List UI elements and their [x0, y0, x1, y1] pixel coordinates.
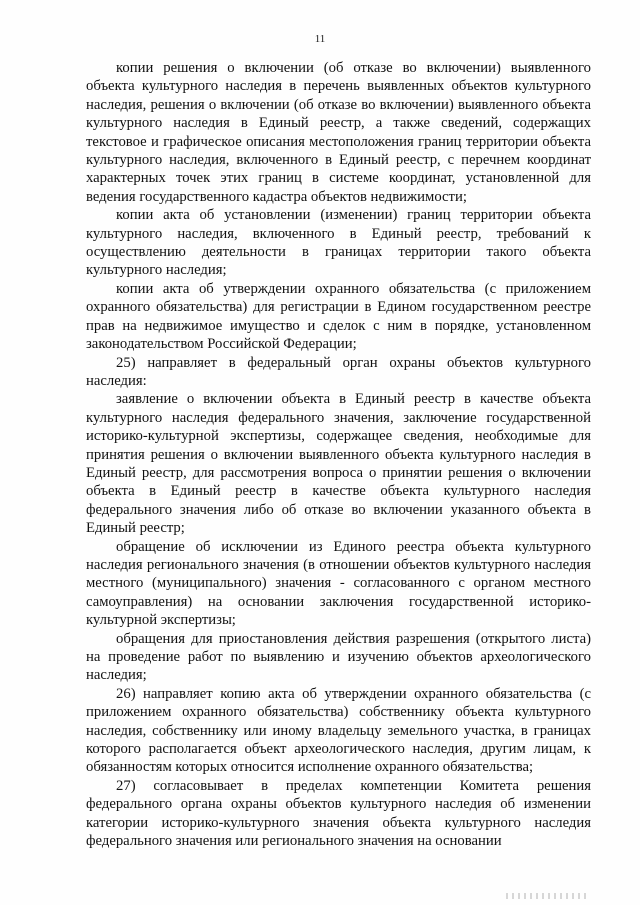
paragraph-application-inclusion: заявление о включении объекта в Единый реестр в качестве объекта культурного наследия федерального значения, заключение государственной историко-культурной экспертизы, содержащее сведения, необходимые для принятия решения о включении выявленного объекта культурного наследия в Единый реестр, для рассмотрения вопроса о принятии решения о включении объекта в Единый реестр в качестве объекта культурного наследия федерального значения либо об отказе во включении указанного объекта в Единый реестр; [86, 391, 591, 537]
document-body [86, 59, 591, 850]
paragraph-copy-decision-inclusion: копии решения о включении (об отказе во включении) выявленного объекта культурного наследия в перечень выявленных объектов культурного наследия, решения о включении (об отказе во включении) выявленного объекта культурного наследия в Единый реестр, а также сведений, содержащих текстовое и графическое описания местоположения границ территории объекта культурного наследия, включенного в Единый реестр, с перечнем координат характерных точек этих границ в системе координат, установленной для ведения государственного кадастра объектов недвижимости; [86, 60, 591, 205]
paragraph-copy-act-boundaries: копии акта об установлении (изменении) границ территории объекта культурного наследия, включенного в Единый реестр, требований к осуществлению деятельности в границах территории такого объекта культурного наследия; [86, 207, 591, 279]
paragraph-copy-act-protection-obligation: копии акта об утверждении охранного обязательства (с приложением охранного обязательства) для регистрации в Едином государственном реестре прав на недвижимое имущество и сделок с ним в порядке, установленном законодательством Российской Федерации; [86, 280, 591, 353]
paragraph-request-exclusion: обращение об исключении из Единого реестра объекта культурного наследия регионального значения (в отношении объектов культурного наследия местного (муниципального) значения - согласованного с органом местного самоуправления) на основании заключения государственной историко-культурной экспертизы; [86, 538, 591, 629]
scan-edge-artifact [506, 893, 586, 899]
page-number: 11 [314, 33, 326, 45]
paragraph-request-suspension: обращения для приостановления действия разрешения (открытого листа) на проведение работ по выявлению и изучению объектов археологического наследия; [86, 630, 591, 684]
paragraph-item-26: 26) направляет копию акта об утверждении охранного обязательства (с приложением охранного обязательства) собственнику объекта культурного наследия, собственнику или иному владельцу земельного участка, в границах которого располагается объект археологического наследия, другим лицам, к обязанностям которых относится исполнение охранного обязательства; [86, 685, 591, 776]
paragraph-item-25: 25) направляет в федеральный орган охраны объектов культурного наследия: [86, 354, 591, 389]
paragraph-item-27: 27) согласовывает в пределах компетенции Комитета решения федерального органа охраны объектов культурного наследия об изменении категории историко-культурного значения объекта культурного наследия федерального значения или регионального значения на основании [86, 777, 591, 850]
